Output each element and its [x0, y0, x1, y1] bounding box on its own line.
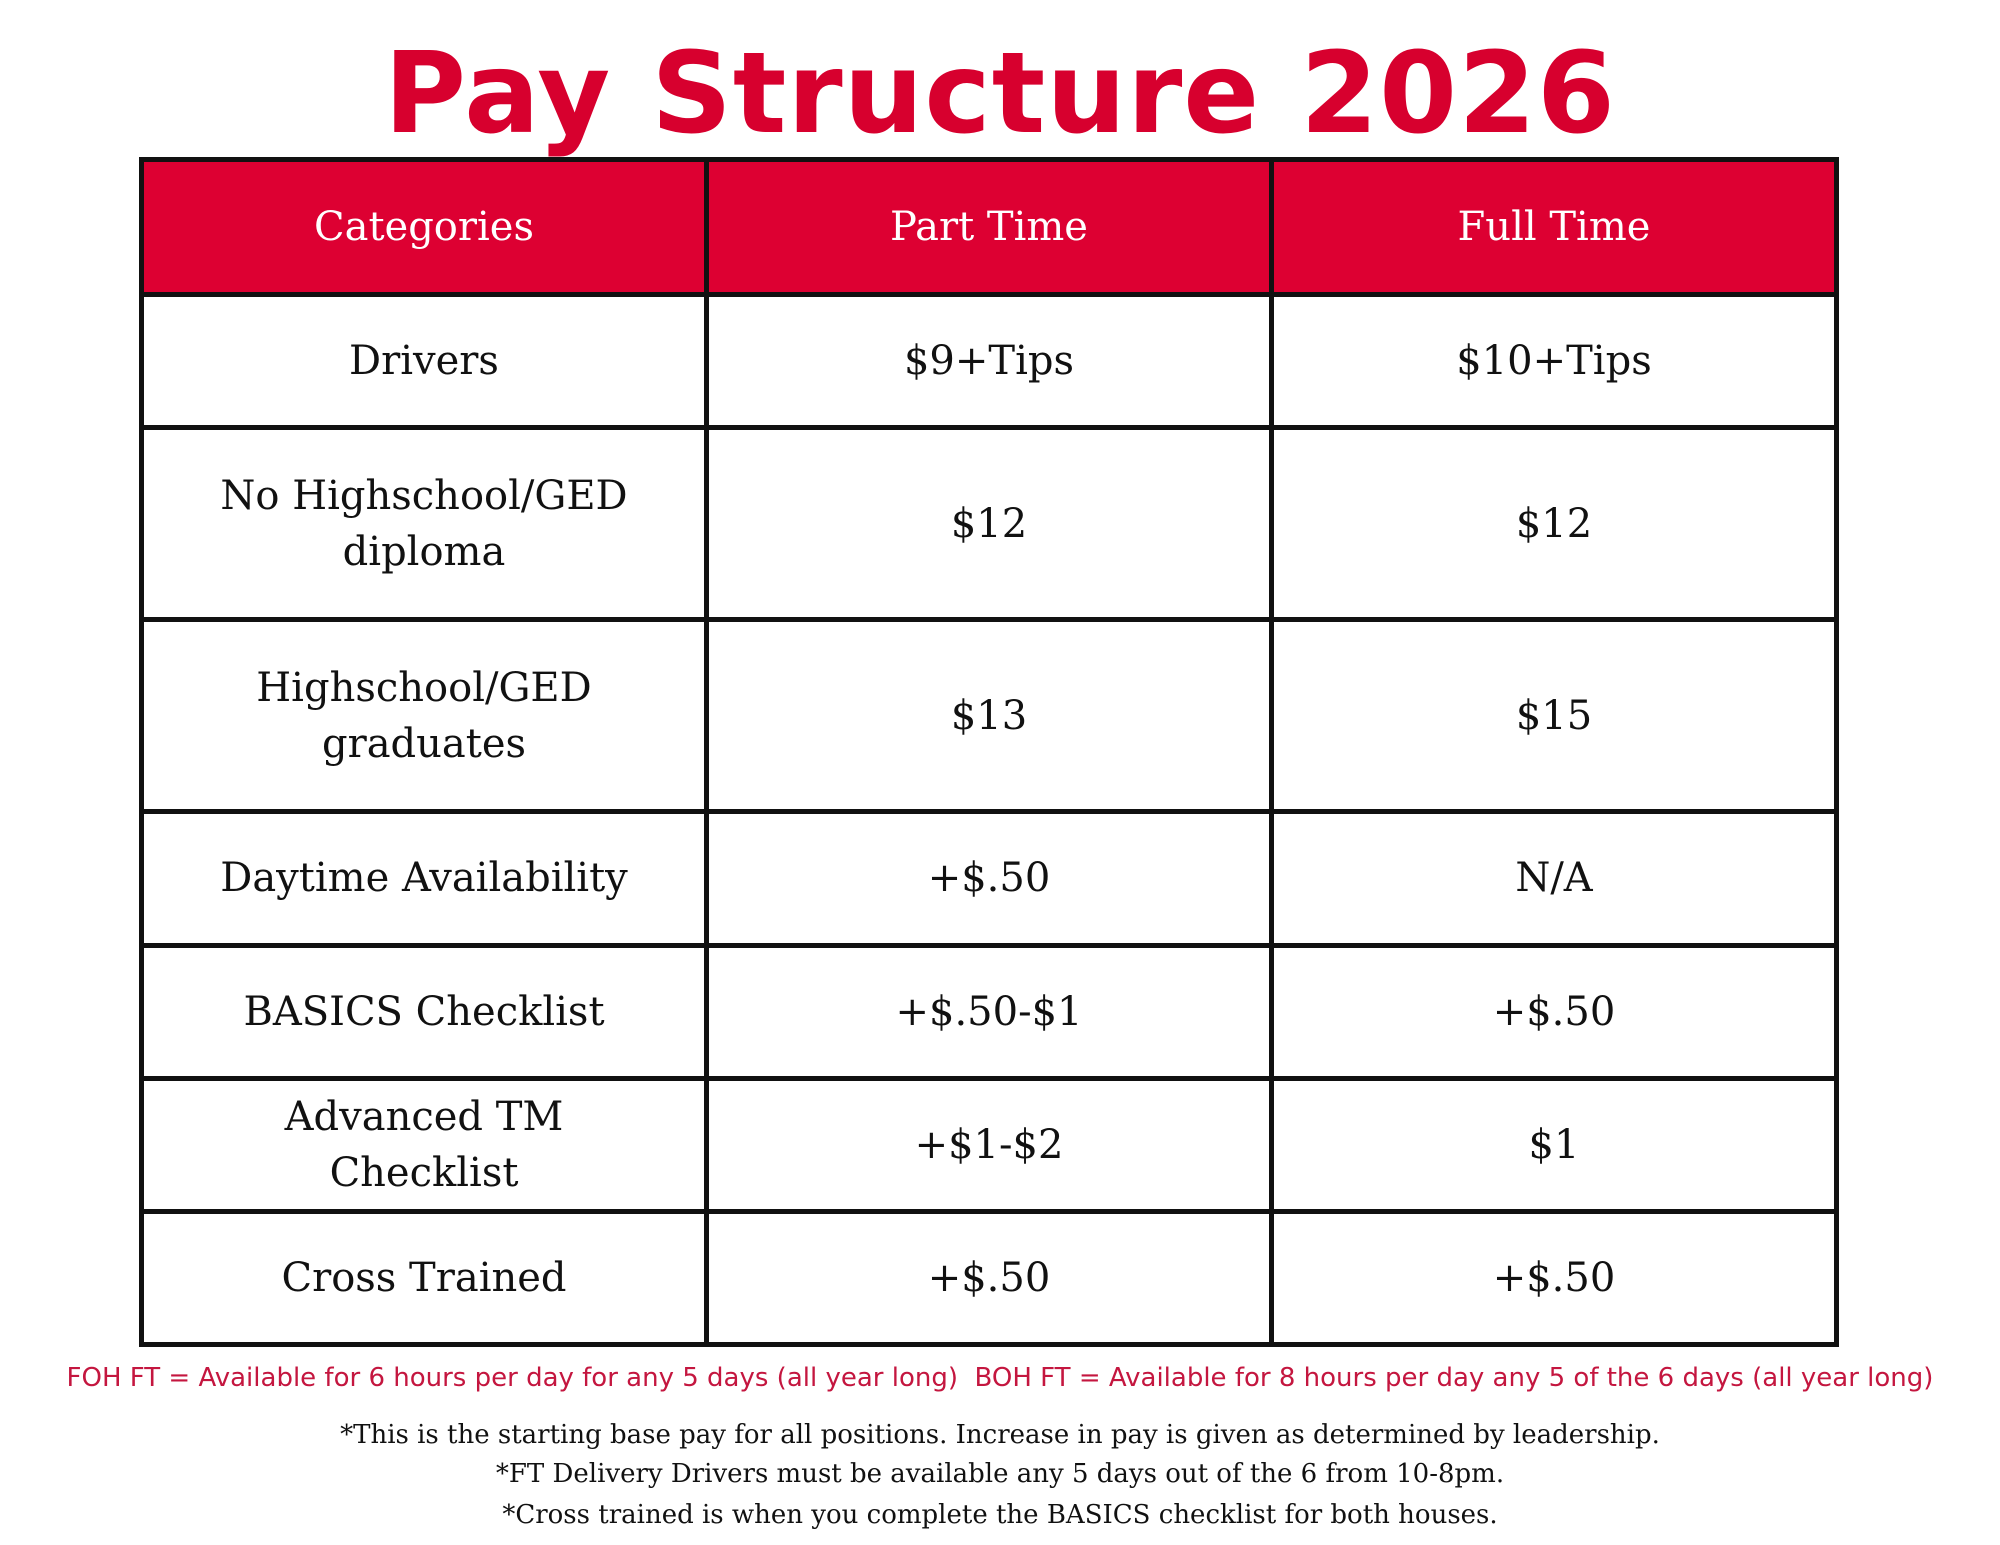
table-row	[142, 1078, 1837, 1211]
part-time-cell: +$.50	[707, 812, 1272, 945]
table-row	[142, 428, 1837, 620]
table-row	[142, 812, 1837, 945]
base-pay-note: *This is the starting base pay for all positions. Increase in pay is given as determined by leadership.	[340, 1420, 1660, 1450]
pay-table	[139, 157, 1839, 1347]
category-cell: No Highschool/GED diploma	[142, 428, 707, 620]
ft-availability-note: FOH FT = Available for 6 hours per day for any 5 days (all year long) BOH FT = Available for 8 hours per day any 5 of the 6 days (all year long)	[66, 1363, 1934, 1393]
part-time-cell: +$.50	[707, 1211, 1272, 1344]
full-time-cell: +$.50	[1272, 945, 1837, 1078]
full-time-cell: +$.50	[1272, 1211, 1837, 1344]
category-cell: Daytime Availability	[142, 812, 707, 945]
cross-trained-note: *Cross trained is when you complete the BASICS checklist for both houses.	[502, 1500, 1498, 1530]
full-time-cell: $10+Tips	[1272, 295, 1837, 428]
category-cell: BASICS Checklist	[142, 945, 707, 1078]
full-time-cell: $1	[1272, 1078, 1837, 1211]
page-title: Pay Structure 2026	[384, 29, 1616, 159]
table-header-row	[142, 160, 1837, 295]
table-row	[142, 945, 1837, 1078]
table-row	[142, 620, 1837, 812]
table-row	[142, 295, 1837, 428]
category-cell: Cross Trained	[142, 1211, 707, 1344]
part-time-cell: +$1-$2	[707, 1078, 1272, 1211]
part-time-cell: +$.50-$1	[707, 945, 1272, 1078]
category-cell: Drivers	[142, 295, 707, 428]
full-time-cell: N/A	[1272, 812, 1837, 945]
part-time-cell: $12	[707, 428, 1272, 620]
full-time-cell: $15	[1272, 620, 1837, 812]
category-cell: Highschool/GED graduates	[142, 620, 707, 812]
header-categories: Categories	[142, 160, 707, 295]
part-time-cell: $9+Tips	[707, 295, 1272, 428]
header-part-time: Part Time	[707, 160, 1272, 295]
header-full-time: Full Time	[1272, 160, 1837, 295]
table-row	[142, 1211, 1837, 1344]
drivers-note: *FT Delivery Drivers must be available any 5 days out of the 6 from 10-8pm.	[495, 1459, 1505, 1489]
full-time-cell: $12	[1272, 428, 1837, 620]
part-time-cell: $13	[707, 620, 1272, 812]
category-cell: Advanced TM Checklist	[142, 1078, 707, 1211]
